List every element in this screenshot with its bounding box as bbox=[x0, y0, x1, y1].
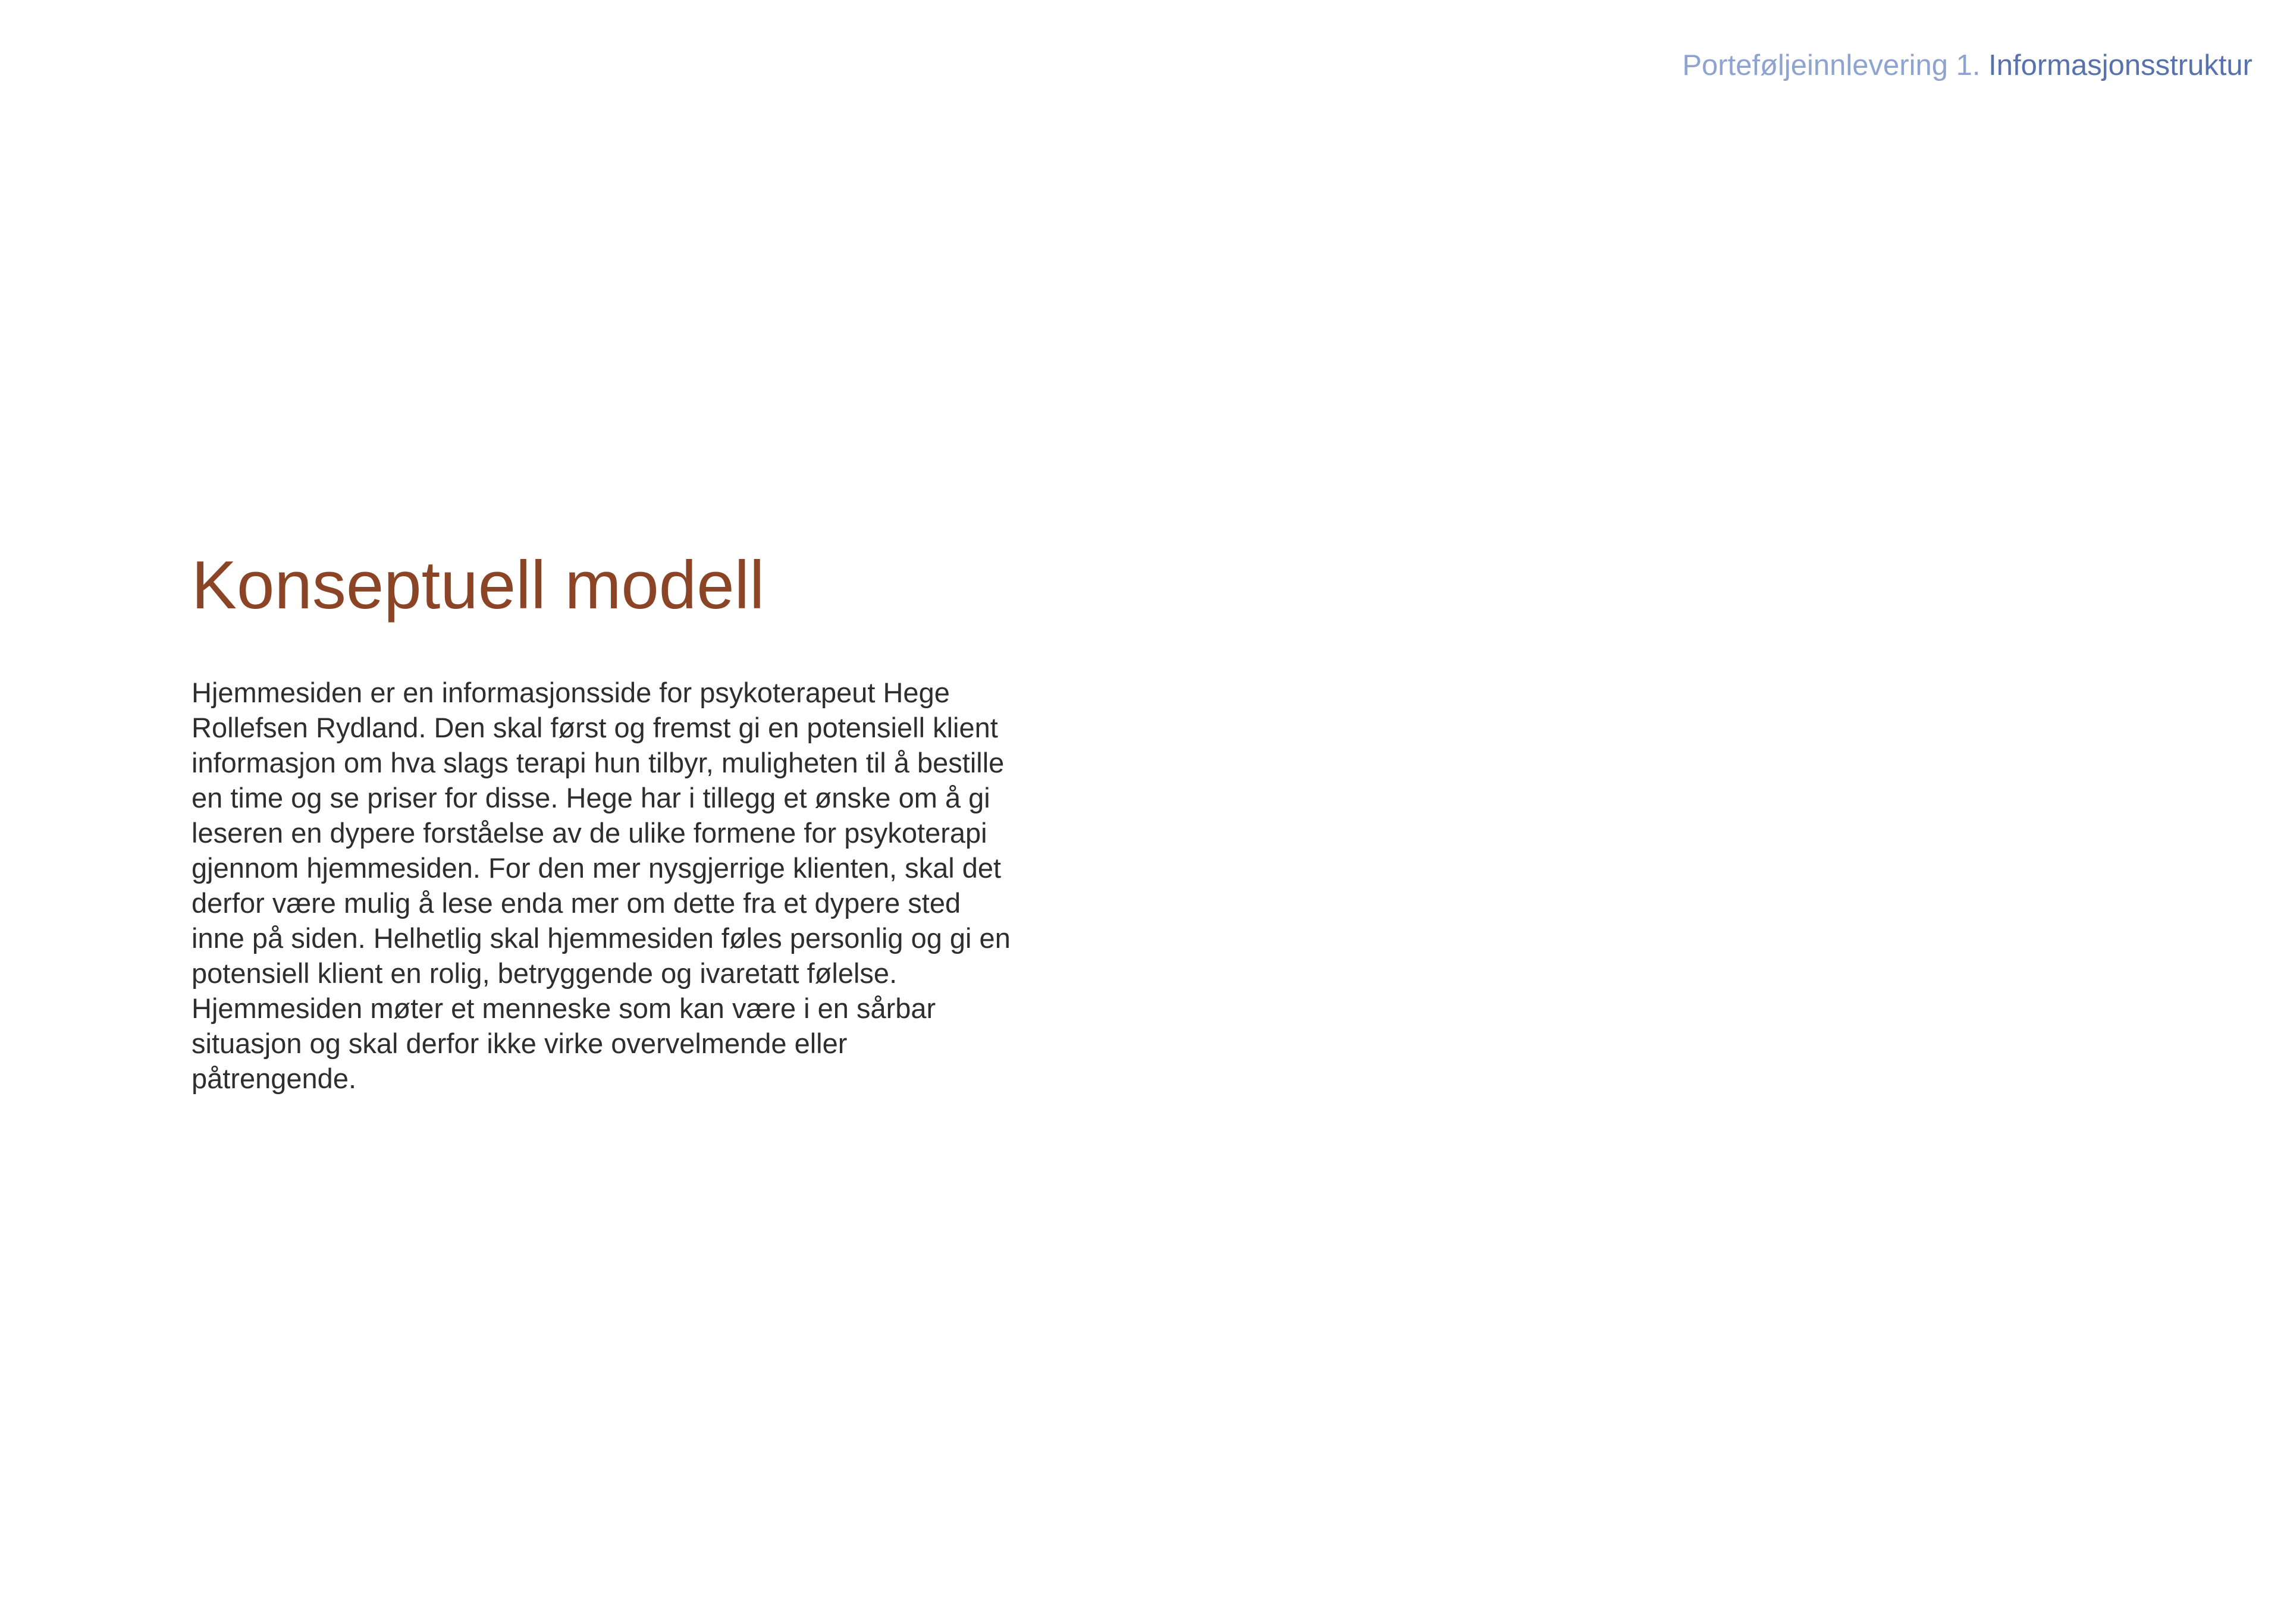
paragraph-line: situasjon og skal derfor ikke virke overvelmende eller bbox=[192, 1028, 848, 1059]
paragraph-line: inne på siden. Helhetlig skal hjemmesiden føles personlig og gi en bbox=[192, 922, 1011, 954]
main-content bbox=[192, 544, 1054, 1096]
body-paragraph bbox=[192, 675, 1024, 1096]
paragraph-line: potensiell klient en rolig, betryggende og ivaretatt følelse. bbox=[192, 957, 898, 989]
paragraph-line: informasjon om hva slags terapi hun tilbyr, muligheten til å bestille bbox=[192, 747, 1005, 778]
page-title: Konseptuell modell bbox=[192, 548, 765, 623]
paragraph-line: gjennom hjemmesiden. For den mer nysgjerrige klienten, skal det bbox=[192, 852, 1002, 884]
section-label: Informasjonsstruktur bbox=[1988, 49, 2252, 81]
paragraph-line: Hjemmesiden møter et menneske som kan være i en sårbar bbox=[192, 992, 936, 1024]
paragraph-line: Rollefsen Rydland. Den skal først og fremst gi en potensiell klient bbox=[192, 712, 998, 743]
document-label: Porteføljeinnlevering 1. bbox=[1682, 49, 1981, 81]
paragraph-line: leseren en dypere forståelse av de ulike formene for psykoterapi bbox=[192, 817, 987, 849]
paragraph-line: en time og se priser for disse. Hege har i tillegg et ønske om å gi bbox=[192, 782, 990, 813]
page-header bbox=[1682, 48, 2252, 83]
paragraph-line: derfor være mulig å lese enda mer om dette fra et dypere sted bbox=[192, 887, 961, 919]
paragraph-line: Hjemmesiden er en informasjonsside for psykoterapeut Hege bbox=[192, 677, 950, 708]
paragraph-line: påtrengende. bbox=[192, 1063, 357, 1094]
